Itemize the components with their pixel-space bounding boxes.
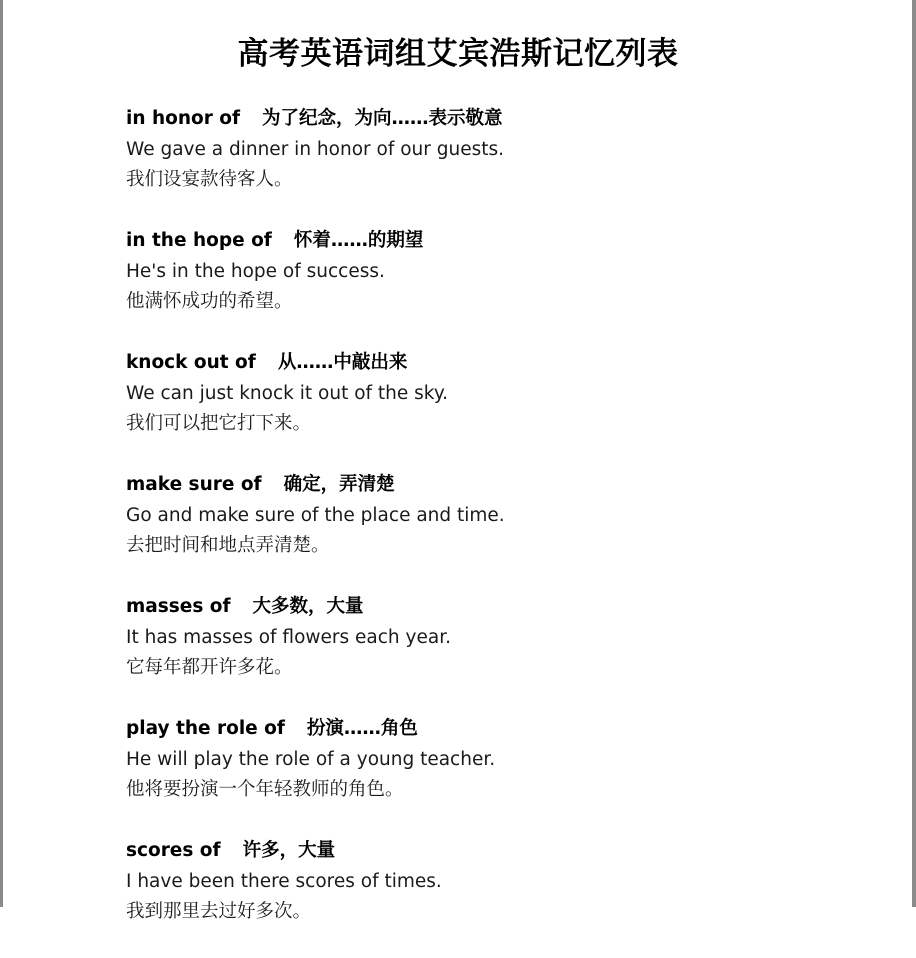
example-sentence-zh: 他将要扮演一个年轻教师的角色。: [126, 779, 404, 800]
example-sentence-en: I have been there scores of times.: [126, 870, 442, 892]
document-page: [3, 0, 912, 922]
phrase-entry: [126, 348, 826, 470]
phrase-meaning: 许多，大量: [242, 840, 336, 861]
example-sentence-en: It has masses of flowers each year.: [126, 626, 451, 648]
phrase-term: in honor of: [126, 108, 241, 129]
phrase-meaning: 从……中敲出来: [277, 352, 408, 373]
example-sentence-zh: 我们可以把它打下来。: [126, 413, 312, 434]
phrase-entry: [126, 226, 826, 348]
example-sentence-zh: 他满怀成功的希望。: [126, 291, 293, 312]
phrase-term: scores of: [126, 840, 221, 861]
example-sentence-en: We gave a dinner in honor of our guests.: [126, 138, 505, 160]
phrase-heading: [126, 104, 826, 135]
example-sentence-zh: 我到那里去过好多次。: [126, 901, 312, 922]
phrase-meaning: 为了纪念，为向……表示敬意: [262, 108, 503, 129]
phrase-heading: [126, 470, 826, 501]
phrase-meaning: 怀着……的期望: [293, 230, 424, 251]
phrase-entry: [126, 836, 826, 958]
example-sentence-en: We can just knock it out of the sky.: [126, 382, 449, 404]
phrase-term: masses of: [126, 596, 231, 617]
page-title: 高考英语词组艾宾浩斯记忆列表: [237, 36, 679, 72]
phrase-heading: [126, 592, 826, 623]
phrase-term: knock out of: [126, 352, 256, 373]
example-sentence-en: Go and make sure of the place and time.: [126, 504, 505, 526]
phrase-entry: [126, 592, 826, 714]
phrase-term: make sure of: [126, 474, 262, 495]
phrase-heading: [126, 226, 826, 257]
phrase-entry: [126, 470, 826, 592]
example-sentence-zh: 去把时间和地点弄清楚。: [126, 535, 330, 556]
phrase-entry: [126, 104, 826, 226]
phrase-term: in the hope of: [126, 230, 272, 251]
phrase-meaning: 确定，弄清楚: [283, 474, 395, 495]
example-sentence-en: He's in the hope of success.: [126, 260, 385, 282]
example-sentence-zh: 我们设宴款待客人。: [126, 169, 293, 190]
phrase-meaning: 扮演……角色: [306, 718, 418, 739]
phrase-entry: [126, 714, 826, 836]
phrase-list: [126, 104, 826, 958]
phrase-term: play the role of: [126, 718, 285, 739]
example-sentence-en: He will play the role of a young teacher.: [126, 748, 496, 770]
phrase-heading: [126, 836, 826, 867]
example-sentence-zh: 它每年都开许多花。: [126, 657, 293, 678]
phrase-heading: [126, 348, 826, 379]
page-border-right: [912, 0, 916, 907]
phrase-heading: [126, 714, 826, 745]
phrase-meaning: 大多数，大量: [252, 596, 364, 617]
